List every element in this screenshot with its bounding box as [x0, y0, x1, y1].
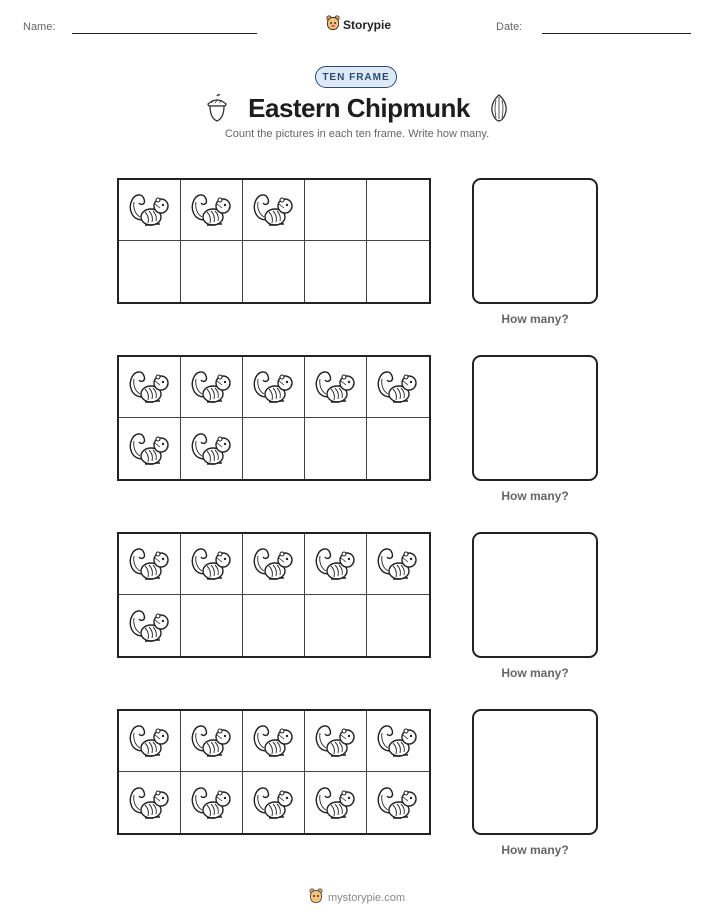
chipmunk-icon: [127, 544, 173, 584]
ten-frame-cell: [243, 772, 305, 833]
ten-frame-cell: [305, 180, 367, 241]
ten-frame-cell: [119, 534, 181, 595]
instructions: Count the pictures in each ten frame. Write how many.: [224, 128, 490, 140]
ten-frame-cell: [367, 772, 429, 833]
ten-frame-cell: [367, 595, 429, 656]
ten-frame-cell: [119, 711, 181, 772]
ten-frame-cell: [181, 595, 243, 656]
ten-frame-cell: [367, 180, 429, 241]
ten-frame-badge: TEN FRAME: [315, 66, 397, 88]
chipmunk-icon: [251, 544, 297, 584]
acorn-icon: [206, 94, 228, 122]
ten-frame-cell: [243, 418, 305, 479]
chipmunk-icon: [375, 783, 421, 823]
chipmunk-icon: [375, 367, 421, 407]
ten-frame-cell: [305, 418, 367, 479]
ten-frame-cell: [243, 357, 305, 418]
ten-frame-cell: [181, 418, 243, 479]
chipmunk-icon: [189, 429, 235, 469]
chipmunk-icon: [375, 544, 421, 584]
chipmunk-icon: [127, 783, 173, 823]
name-line[interactable]: [72, 33, 257, 34]
title-row: [200, 92, 514, 124]
ten-frame-cell: [119, 772, 181, 833]
chipmunk-icon: [251, 190, 297, 230]
ten-frame-cell: [119, 595, 181, 656]
ten-frame-cell: [119, 180, 181, 241]
ten-frame-cell: [305, 241, 367, 302]
ten-frame-cell: [181, 534, 243, 595]
chipmunk-icon: [189, 190, 235, 230]
ten-frame-cell: [181, 357, 243, 418]
ten-frame-cell: [305, 772, 367, 833]
chipmunk-icon: [127, 367, 173, 407]
date-label: Date:: [496, 21, 523, 33]
ten-frame-cell: [243, 180, 305, 241]
sunflower-seed-icon: [490, 94, 508, 122]
footer: [0, 888, 714, 907]
chipmunk-icon: [251, 367, 297, 407]
how-many-label: How many?: [501, 489, 569, 503]
ten-frame-cell: [367, 357, 429, 418]
chipmunk-icon: [313, 721, 359, 761]
ten-frame-cell: [367, 241, 429, 302]
answer-box[interactable]: [472, 355, 598, 481]
ten-frame-cell: [243, 711, 305, 772]
chipmunk-icon: [375, 721, 421, 761]
ten-frame-cell: [119, 418, 181, 479]
ten-frame-cell: [243, 534, 305, 595]
chipmunk-icon: [189, 544, 235, 584]
ten-frame-cell: [367, 534, 429, 595]
ten-frame-cell: [181, 180, 243, 241]
ten-frame-cell: [305, 357, 367, 418]
chipmunk-icon: [127, 190, 173, 230]
how-many-label: How many?: [501, 312, 569, 326]
chipmunk-icon: [189, 367, 235, 407]
ten-frame-cell: [243, 241, 305, 302]
chipmunk-icon: [251, 783, 297, 823]
chipmunk-icon: [127, 721, 173, 761]
ten-frame-cell: [181, 772, 243, 833]
chipmunk-icon: [313, 544, 359, 584]
page-title: Eastern Chipmunk: [248, 92, 470, 123]
chipmunk-icon: [313, 367, 359, 407]
answer-box[interactable]: [472, 709, 598, 835]
brand-name: Storypie: [343, 17, 392, 32]
name-label: Name:: [23, 21, 56, 33]
footer-url: mystorypie.com: [327, 891, 406, 904]
ten-frame-cell: [305, 595, 367, 656]
ten-frame-cell: [243, 595, 305, 656]
ten-frame-cell: [119, 241, 181, 302]
ten-frame-cell: [119, 357, 181, 418]
ten-frame-cell: [305, 534, 367, 595]
storypie-logo-icon: [326, 15, 340, 34]
ten-frame: [117, 178, 431, 304]
chipmunk-icon: [189, 783, 235, 823]
ten-frame: [117, 709, 431, 835]
how-many-label: How many?: [501, 666, 569, 680]
storypie-logo-icon: [309, 888, 323, 907]
answer-box[interactable]: [472, 532, 598, 658]
date-line[interactable]: [542, 33, 691, 34]
ten-frame-cell: [367, 418, 429, 479]
ten-frame: [117, 355, 431, 481]
ten-frame-cell: [367, 711, 429, 772]
chipmunk-icon: [189, 721, 235, 761]
ten-frame-cell: [181, 711, 243, 772]
chipmunk-icon: [251, 721, 297, 761]
brand: [326, 15, 391, 34]
chipmunk-icon: [127, 429, 173, 469]
chipmunk-icon: [313, 783, 359, 823]
ten-frame: [117, 532, 431, 658]
ten-frame-cell: [181, 241, 243, 302]
answer-box[interactable]: [472, 178, 598, 304]
ten-frame-cell: [305, 711, 367, 772]
how-many-label: How many?: [501, 843, 569, 857]
chipmunk-icon: [127, 606, 173, 646]
